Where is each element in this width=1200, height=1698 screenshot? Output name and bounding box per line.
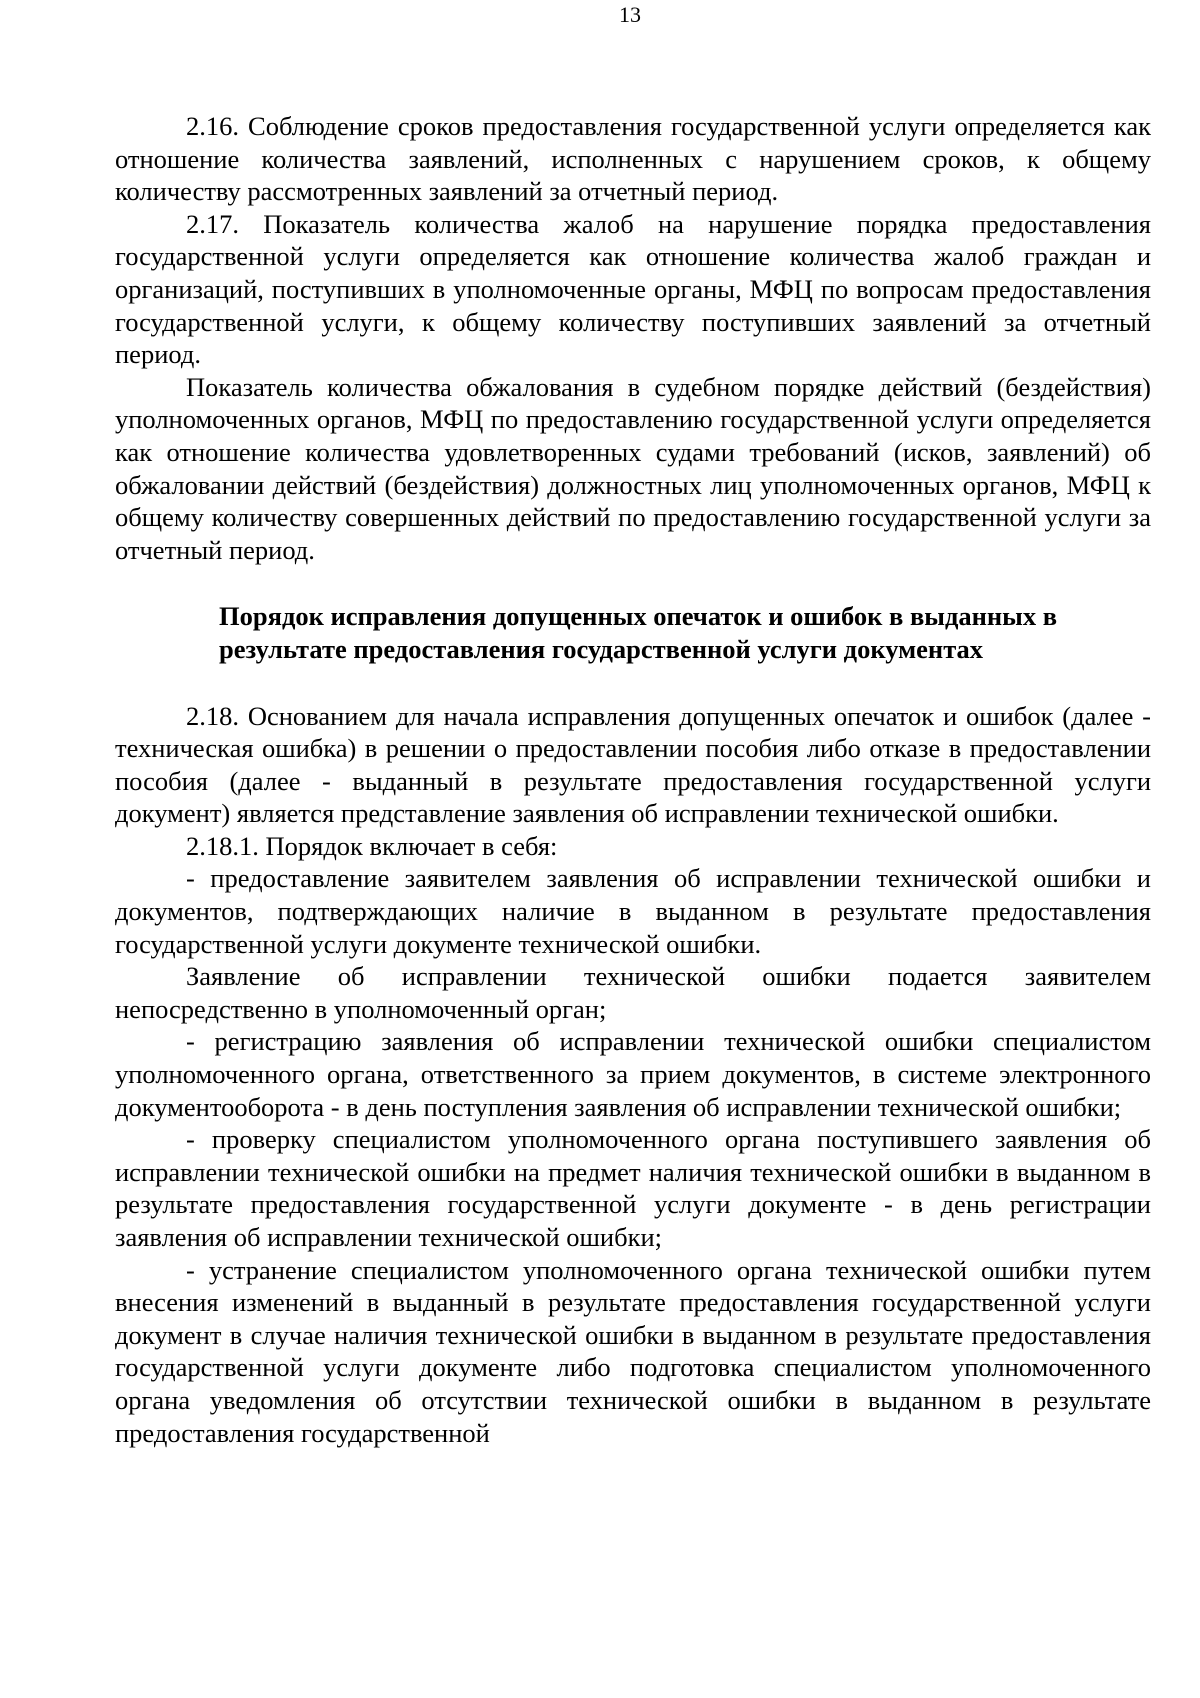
list-item-submission: - предоставление заявителем заявления об исправлении технической ошибки и документов, подтверждающих наличие в выданном в результате предоставления государственной услуги документе технической ошибки. bbox=[115, 863, 1151, 959]
list-item-registration: - регистрацию заявления об исправлении технической ошибки специалистом уполномоченного органа, ответственного за прием документов, в системе электронного документооборота - в день поступления заявления об исправлении технической ошибки; bbox=[115, 1026, 1151, 1122]
paragraph-2-16: 2.16. Соблюдение сроков предоставления государственной услуги определяется как отношение количества заявлений, исполненных с нарушением сроков, к общему количеству рассмотренных заявлений за отчетный период. bbox=[115, 111, 1151, 207]
paragraph-2-18-1: 2.18.1. Порядок включает в себя: bbox=[186, 830, 558, 861]
paragraph-court-appeals: Показатель количества обжалования в судебном порядке действий (бездействия) уполномоченных органов, МФЦ по предоставлению государственной услуги определяется как отношение количества удовлетворенных судами требований (исков, заявлений) об обжаловании действий (бездействия) должностных лиц уполномоченных органов, МФЦ к общему количеству совершенных действий по предоставлению государственной услуги за отчетный период. bbox=[115, 371, 1151, 565]
document-body bbox=[115, 110, 1151, 1449]
page-number: 13 bbox=[619, 2, 641, 27]
paragraph-2-18: 2.18. Основанием для начала исправления допущенных опечаток и ошибок (далее - техническая ошибка) в решении о предоставлении пособия либо отказе в предоставлении пособия (далее - выданный в результате предоставления государственной услуги документ) является представление заявления об исправлении технической ошибки. bbox=[115, 700, 1151, 829]
list-item-verification: - проверку специалистом уполномоченного органа поступившего заявления об исправлении технической ошибки на предмет наличия технической ошибки в выданном в результате предоставления государственной услуги документе - в день регистрации заявления об исправлении технической ошибки; bbox=[115, 1124, 1151, 1252]
list-item-correction: - устранение специалистом уполномоченного органа технической ошибки путем внесения изменений в выданный в результате предоставления государственной услуги документ в случае наличия технической ошибки в выданном в результате предоставления государственной услуги документе либо подготовка специалистом уполномоченного органа уведомления об отсутствии технической ошибки в выданном в результате предоставления государственной bbox=[115, 1254, 1151, 1448]
paragraph-application-filing: Заявление об исправлении технической ошибки подается заявителем непосредственно в уполномоченный орган; bbox=[115, 961, 1151, 1024]
section-heading: Порядок исправления допущенных опечаток и ошибок в выданных в результате предоставления государственной услуги документах bbox=[219, 601, 1058, 664]
paragraph-2-17: 2.17. Показатель количества жалоб на нарушение порядка предоставления государственной услуги определяется как отношение количества жалоб граждан и организаций, поступивших в уполномоченные органы, МФЦ по вопросам предоставления государственной услуги, к общему количеству поступивших заявлений за отчетный период. bbox=[115, 208, 1151, 370]
